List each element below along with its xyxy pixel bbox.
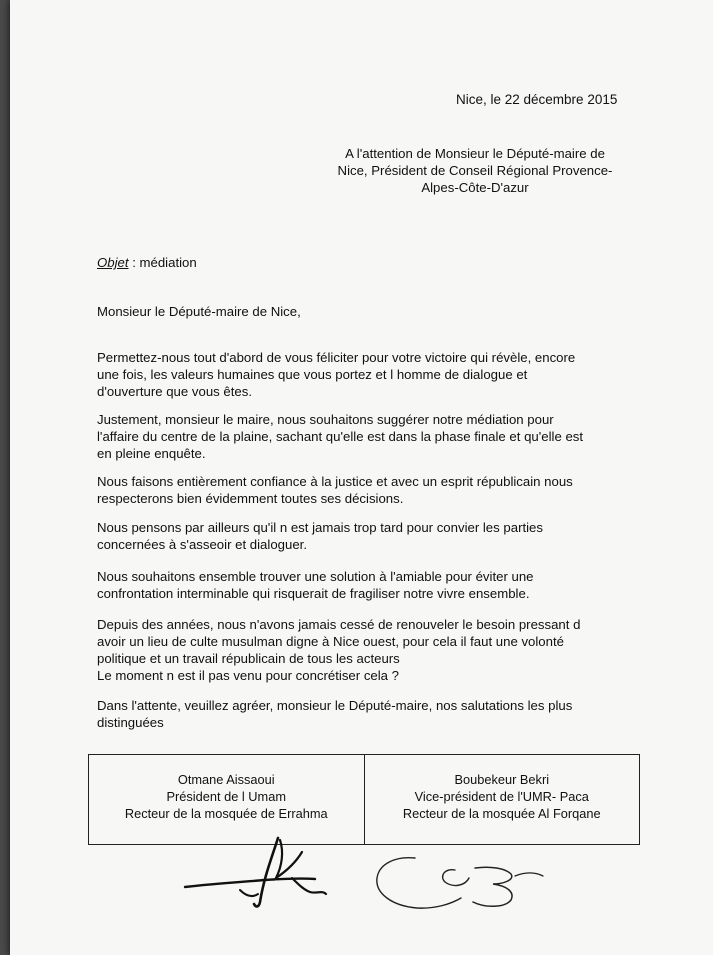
letter-date: Nice, le 22 décembre 2015 — [456, 92, 618, 107]
paragraph-line: Justement, monsieur le maire, nous souhaitons suggérer notre médiation pour — [97, 412, 554, 427]
paragraph — [97, 697, 572, 731]
subject-line — [97, 254, 197, 271]
attention-line: A l'attention de Monsieur le Député-maire de — [345, 146, 605, 161]
signatory-right — [364, 755, 640, 844]
signatory-role: Recteur de la mosquée de Errahma — [124, 806, 328, 821]
signatory-role: Recteur de la mosquée Al Forqane — [402, 806, 601, 821]
signature-right-icon — [365, 848, 565, 918]
paragraph — [97, 411, 583, 462]
signature-left-icon — [180, 832, 350, 912]
paragraph — [97, 568, 534, 602]
paragraph-line: confrontation interminable qui risquerait de fragiliser notre vivre ensemble. — [97, 586, 530, 601]
attention-line: Alpes-Côte-D'azur — [421, 180, 529, 195]
paragraph-line: distinguées — [97, 715, 164, 730]
paragraph — [97, 473, 573, 507]
salutation: Monsieur le Député-maire de Nice, — [97, 304, 301, 319]
paragraph-line: Le moment n est il pas venu pour concrétiser cela ? — [97, 668, 400, 683]
signatory-name: Boubekeur Bekri — [454, 772, 550, 787]
paragraph-line: Dans l'attente, veuillez agréer, monsieur le Député-maire, nos salutations les plus — [97, 698, 573, 713]
paragraph-line: concernées à s'asseoir et dialoguer. — [97, 537, 307, 552]
subject-text: : médiation — [128, 255, 197, 270]
signatory-title: Vice-président de l'UMR- Paca — [414, 789, 589, 804]
paragraph-line: Nous pensons par ailleurs qu'il n est jamais trop tard pour convier les parties — [97, 520, 543, 535]
paragraph-line: Nous souhaitons ensemble trouver une solution à l'amiable pour éviter une — [97, 569, 534, 584]
signatory-table — [88, 754, 640, 845]
attention-block — [320, 145, 630, 196]
paragraph-line: une fois, les valeurs humaines que vous portez et l homme de dialogue et — [97, 367, 528, 382]
paragraph-line: en pleine enquête. — [97, 446, 206, 461]
signatory-title: Président de l Umam — [166, 789, 286, 804]
paragraph — [97, 616, 580, 684]
paragraph-line: l'affaire du centre de la plaine, sachant qu'elle est dans la phase finale et qu'elle est — [97, 429, 584, 444]
paragraph — [97, 349, 575, 400]
letter-page — [10, 0, 713, 955]
paragraph-line: Depuis des années, nous n'avons jamais cessé de renouveler le besoin pressant d — [97, 617, 581, 632]
signatory-left — [89, 755, 364, 844]
paragraph-line: avoir un lieu de culte musulman digne à Nice ouest, pour cela il faut une volonté — [97, 634, 564, 649]
paragraph — [97, 519, 543, 553]
paragraph-line: respecterons bien évidemment toutes ses décisions. — [97, 491, 404, 506]
attention-line: Nice, Président de Conseil Régional Provence- — [337, 163, 613, 178]
subject-label: Objet — [97, 255, 129, 270]
paragraph-line: d'ouverture que vous êtes. — [97, 384, 253, 399]
paragraph-line: Nous faisons entièrement confiance à la justice et avec un esprit républicain nous — [97, 474, 573, 489]
paragraph-line: Permettez-nous tout d'abord de vous féliciter pour votre victoire qui révèle, encore — [97, 350, 576, 365]
paragraph-line: politique et un travail républicain de tous les acteurs — [97, 651, 400, 666]
signatory-name: Otmane Aissaoui — [177, 772, 275, 787]
